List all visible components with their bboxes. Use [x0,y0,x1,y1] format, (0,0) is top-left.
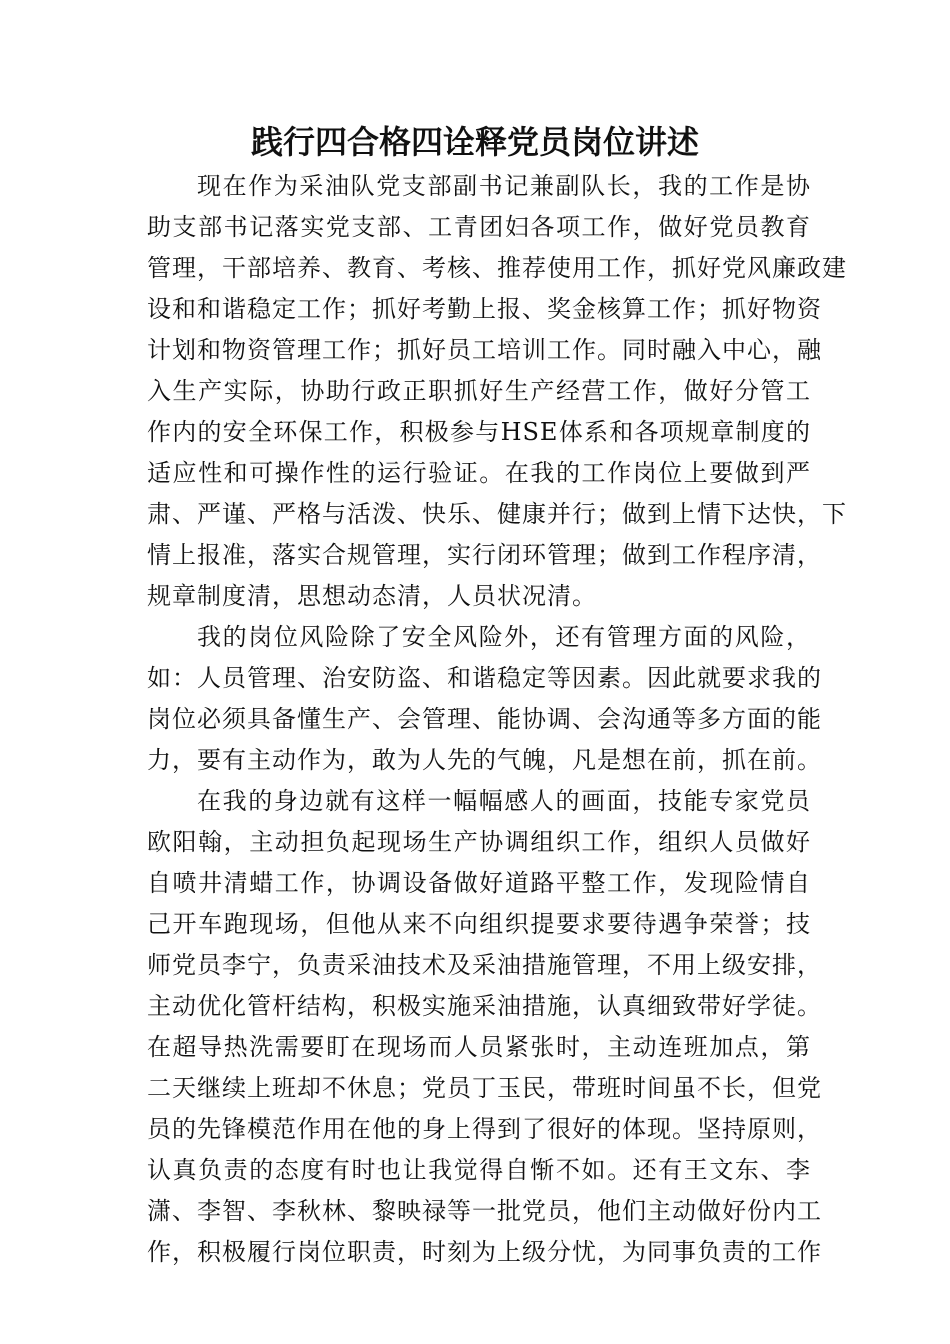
text-line: 现在作为采油队党支部副书记兼副队长，我的工作是协 [197,172,811,200]
text-line: 力，要有主动作为，敢为人先的气魄，凡是想在前，抓在前。 [147,746,822,774]
text-line: 师党员李宁，负责采油技术及采油措施管理，不用上级安排， [147,951,822,979]
text-line: 认真负责的态度有时也让我觉得自惭不如。还有王文东、李 [147,1156,811,1184]
text-line: 入生产实际，协助行政正职抓好生产经营工作，做好分管工 [147,377,811,405]
text-line: 如：人员管理、治安防盗、和谐稳定等因素。因此就要求我的 [147,664,822,692]
text-line: 规章制度清，思想动态清，人员状况清。 [147,582,597,610]
text-line: 计划和物资管理工作；抓好员工培训工作。同时融入中心，融 [147,336,822,364]
text-line: 潇、李智、李秋林、黎映禄等一批党员，他们主动做好份内工 [147,1197,822,1225]
text-line: 适应性和可操作性的运行验证。在我的工作岗位上要做到严 [147,459,811,487]
text-line: 作内的安全环保工作，积极参与HSE体系和各项规章制度的 [147,418,811,446]
text-line: 情上报准，落实合规管理，实行闭环管理；做到工作程序清， [147,541,822,569]
text-line: 己开车跑现场，但他从来不向组织提要求要待遇争荣誉；技 [147,910,811,938]
text-line: 管理，干部培养、教育、考核、推荐使用工作，抓好党风廉政建 [147,254,847,282]
text-line: 员的先锋模范作用在他的身上得到了很好的体现。坚持原则， [147,1115,822,1143]
text-line: 作，积极履行岗位职责，时刻为上级分忧，为同事负责的工作 [147,1238,822,1266]
document-body [147,166,847,1273]
text-line: 二天继续上班却不休息；党员丁玉民，带班时间虽不长，但党 [147,1074,822,1102]
text-line: 我的岗位风险除了安全风险外，还有管理方面的风险， [197,623,811,651]
document-title: 践行四合格四诠释党员岗位讲述 [250,123,699,161]
text-line: 设和和谐稳定工作；抓好考勤上报、奖金核算工作；抓好物资 [147,295,822,323]
text-line: 主动优化管杆结构，积极实施采油措施，认真细致带好学徒。 [147,992,822,1020]
text-line: 在超导热洗需要盯在现场而人员紧张时，主动连班加点，第 [147,1033,811,1061]
text-line: 欧阳翰，主动担负起现场生产协调组织工作，组织人员做好 [147,828,811,856]
text-line: 自喷井清蜡工作，协调设备做好道路平整工作，发现险情自 [147,869,811,897]
text-line: 岗位必须具备懂生产、会管理、能协调、会沟通等多方面的能 [147,705,822,733]
text-line: 在我的身边就有这样一幅幅感人的画面，技能专家党员 [197,787,811,815]
text-line: 肃、严谨、严格与活泼、快乐、健康并行；做到上情下达快，下 [147,500,847,528]
text-line: 助支部书记落实党支部、工青团妇各项工作，做好党员教育 [147,213,811,241]
